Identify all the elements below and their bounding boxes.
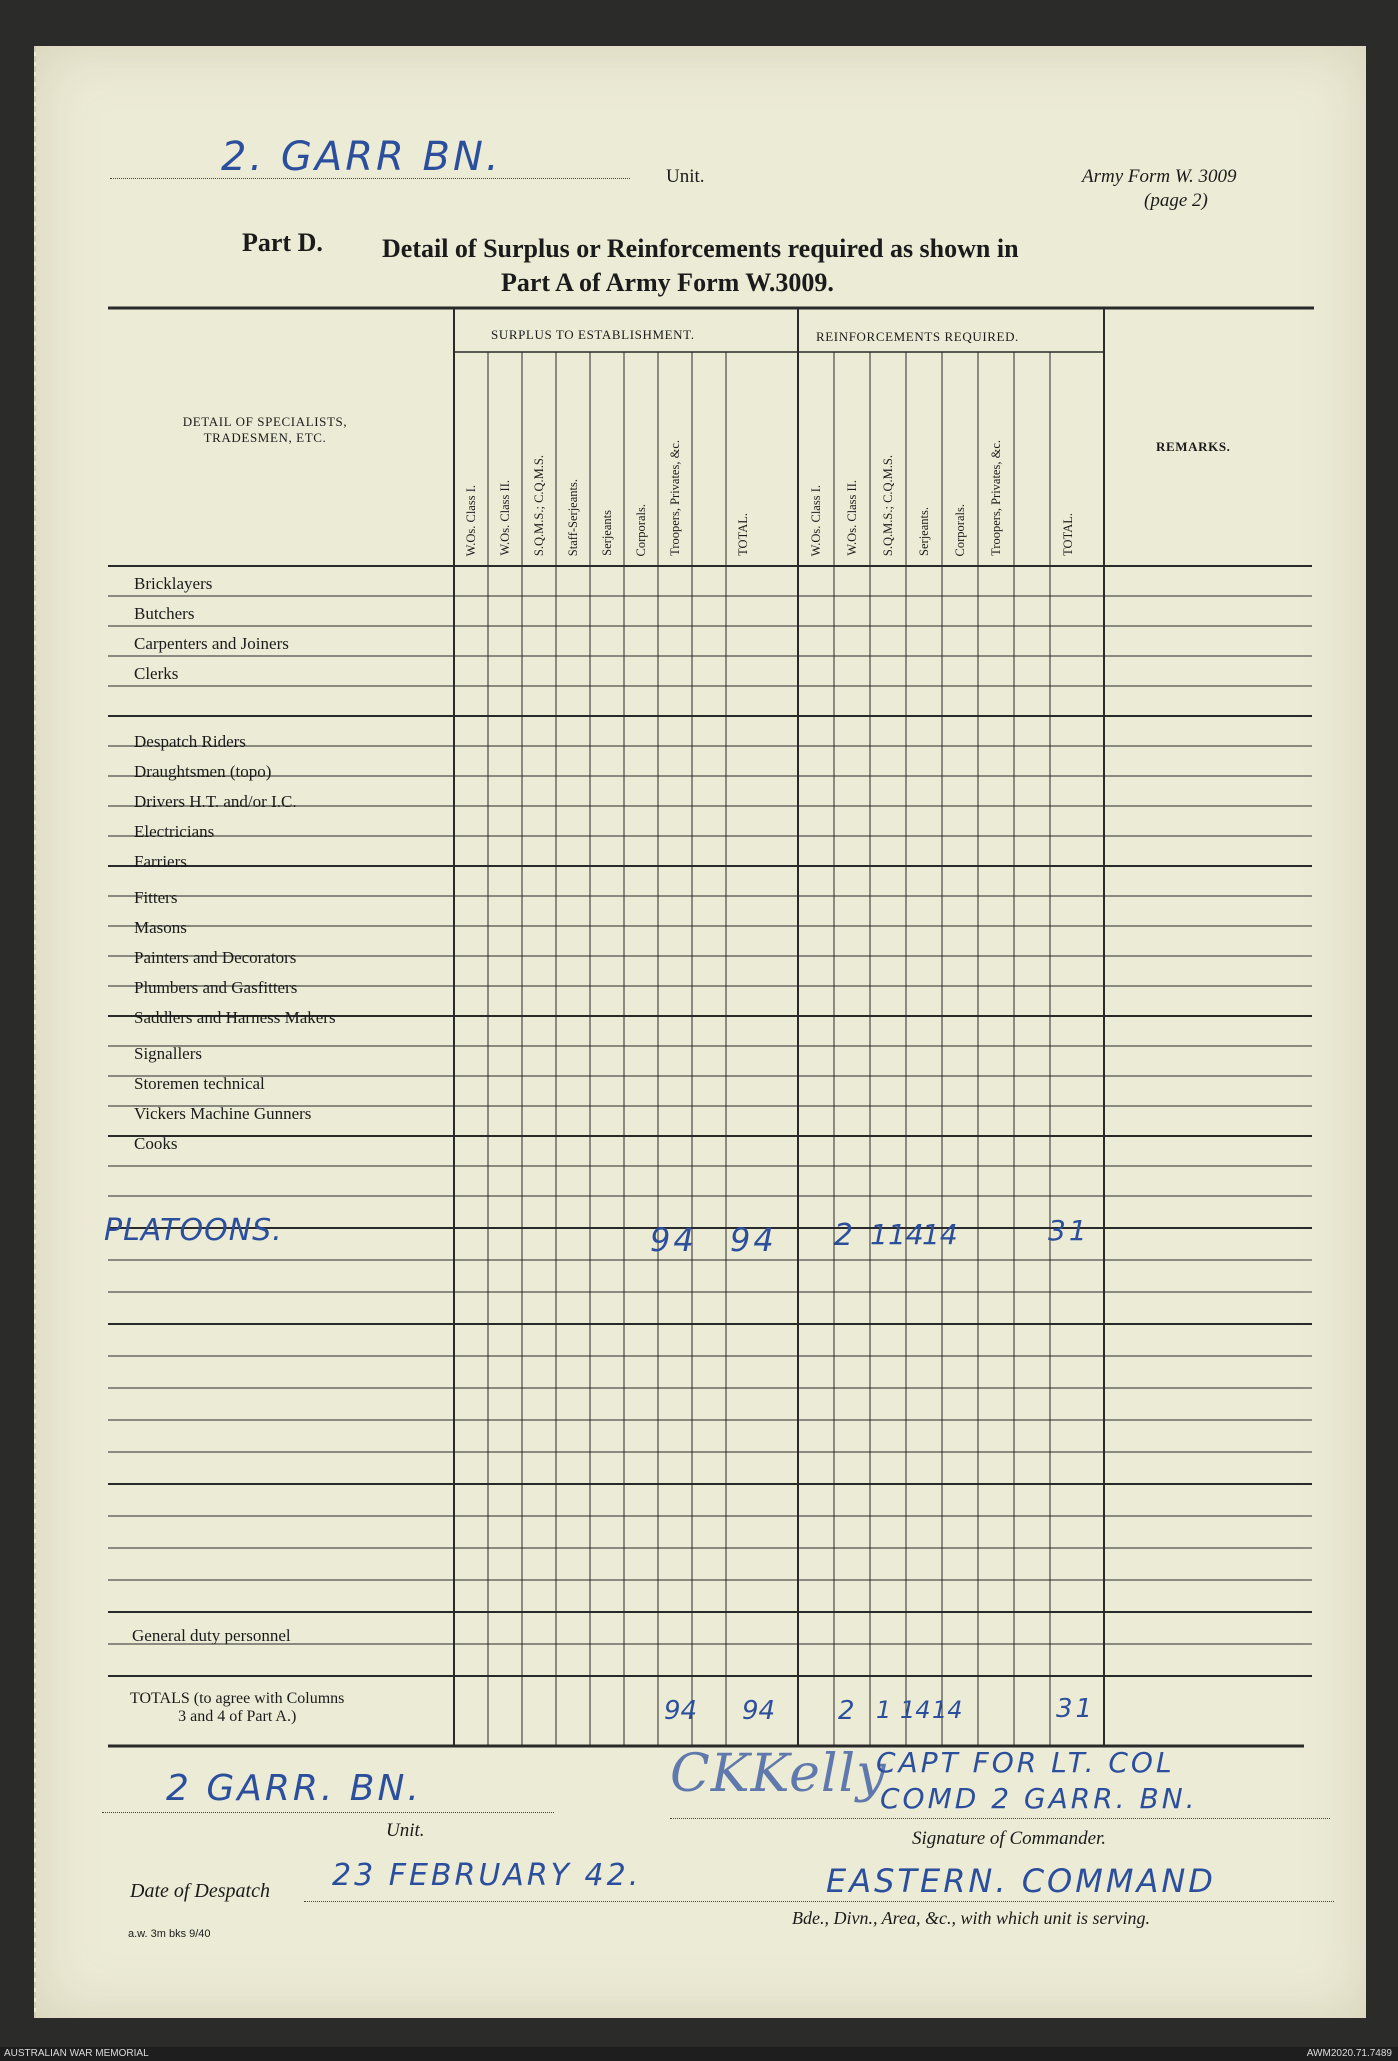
detail-header: DETAIL OF SPECIALISTS, TRADESMEN, ETC. <box>182 414 348 445</box>
platoons-label: PLATOONS. <box>104 1213 283 1248</box>
reinforce-column-header: W.Os. Class I. <box>809 484 823 556</box>
totals-reinf-corporals: 14 <box>900 1696 931 1724</box>
platoons-reinf-troopers: 14 <box>922 1218 958 1251</box>
specialist-row-label: Signallers <box>134 1044 202 1063</box>
specialist-row-label: Carpenters and Joiners <box>134 634 289 653</box>
title-part: Part D. <box>242 228 323 257</box>
totals-reinf-total: 31 <box>1056 1694 1096 1724</box>
reinforce-column-header: TOTAL. <box>1061 513 1075 556</box>
footer-unit-label: Unit. <box>386 1820 425 1841</box>
specialist-row-label: Masons <box>134 918 187 937</box>
army-form-page <box>34 46 1366 2018</box>
totals-reinf-serjeants: 1 <box>876 1696 895 1724</box>
surplus-column-header: Corporals. <box>634 503 648 556</box>
surplus-header: SURPLUS TO ESTABLISHMENT. <box>491 327 695 342</box>
reinforce-column-header: W.Os. Class II. <box>845 480 859 556</box>
surplus-column-header: Troopers, Privates, &c. <box>668 440 682 556</box>
specialist-row-label: Fitters <box>134 888 178 907</box>
archive-right-label: AWM2020.71.7489 <box>1306 2048 1392 2059</box>
date-line <box>304 1901 1334 1902</box>
surplus-column-header: Serjeants <box>600 510 614 556</box>
signature-label: Signature of Commander. <box>912 1828 1107 1849</box>
specialist-row-label: Butchers <box>134 604 195 623</box>
reinforce-column-header: Serjeants. <box>917 507 931 556</box>
title-line-2: Part A of Army Form W.3009. <box>501 268 834 297</box>
surplus-column-header: W.Os. Class I. <box>464 484 478 556</box>
platoons-reinf-sqms: 2 <box>834 1218 857 1253</box>
specialist-row-label: Clerks <box>134 664 179 683</box>
date-value: 23 FEBRUARY 42. <box>332 1858 642 1893</box>
general-duty-label: General duty personnel <box>132 1626 291 1645</box>
totals-reinf-sqms: 2 <box>838 1696 858 1726</box>
totals-surplus-troopers: 94 <box>664 1696 698 1726</box>
platoons-reinf-corporals: 14 <box>888 1218 924 1251</box>
specialist-row-label: Storemen technical <box>134 1074 265 1093</box>
page-number: (page 2) <box>1144 190 1208 211</box>
specialist-row-label: Vickers Machine Gunners <box>134 1104 312 1123</box>
specialist-row-label: Farriers <box>134 852 187 871</box>
specialist-row-label: Draughtsmen (topo) <box>134 762 272 781</box>
archive-left-label: AUSTRALIAN WAR MEMORIAL <box>4 2048 149 2059</box>
specialist-row-label: Despatch Riders <box>134 732 246 751</box>
title-line-1: Detail of Surplus or Reinforcements required as shown in <box>382 234 1019 263</box>
specialist-row-label: Plumbers and Gasfitters <box>134 978 298 997</box>
specialist-row-label: Electricians <box>134 822 215 841</box>
remarks-header: REMARKS. <box>1156 439 1231 454</box>
specialist-row-label: Painters and Decorators <box>134 948 297 967</box>
reinforce-column-header: Corporals. <box>953 503 967 556</box>
surplus-column-header: Staff-Serjeants. <box>566 478 580 556</box>
specialist-row-label: Saddlers and Harness Makers <box>134 1008 336 1027</box>
surplus-column-header: W.Os. Class II. <box>498 480 512 556</box>
specialist-row-label: Bricklayers <box>134 574 213 593</box>
date-label: Date of Despatch <box>130 1880 270 1902</box>
commander-signature: CKKelly <box>670 1744 887 1804</box>
footer-unit-line <box>102 1812 554 1813</box>
specialist-row-label: Drivers H.T. and/or I.C. <box>134 792 297 811</box>
command-label: Bde., Divn., Area, &c., with which unit is serving. <box>792 1908 1150 1928</box>
surplus-column-header: S.Q.M.S.; C.Q.M.S. <box>532 454 546 556</box>
footer-unit-handwritten: 2 GARR. BN. <box>166 1768 422 1809</box>
platoons-reinf-total: 31 <box>1048 1214 1090 1247</box>
reinforce-column-header: S.Q.M.S.; C.Q.M.S. <box>881 454 895 556</box>
signature-title-line-1: CAPT FOR LT. COL <box>876 1746 1175 1779</box>
print-code: a.w. 3m bks 9/40 <box>128 1928 211 1940</box>
unit-handwritten: 2. GARR BN. <box>221 134 502 180</box>
signature-line <box>670 1818 1330 1819</box>
reinforcements-header: REINFORCEMENTS REQUIRED. <box>816 329 1019 344</box>
command-value: EASTERN. COMMAND <box>826 1862 1216 1900</box>
platoons-reinf-serjeants: 1 <box>870 1218 891 1251</box>
totals-surplus-total: 94 <box>742 1696 776 1726</box>
signature-title-line-2: COMD 2 GARR. BN. <box>880 1782 1198 1815</box>
unit-label: Unit. <box>666 166 705 187</box>
reinforce-column-header: Troopers, Privates, &c. <box>989 440 1003 556</box>
form-number: Army Form W. 3009 <box>1082 166 1237 187</box>
specialist-row-label: Cooks <box>134 1134 178 1153</box>
platoons-surplus-total: 94 <box>730 1221 777 1259</box>
surplus-column-header: TOTAL. <box>736 513 750 556</box>
totals-label: TOTALS (to agree with Columns 3 and 4 of Part A.) <box>130 1690 345 1725</box>
archive-strip <box>0 2047 1398 2061</box>
totals-reinf-troopers: 14 <box>932 1696 963 1724</box>
platoons-surplus-troopers: 94 <box>650 1221 697 1259</box>
